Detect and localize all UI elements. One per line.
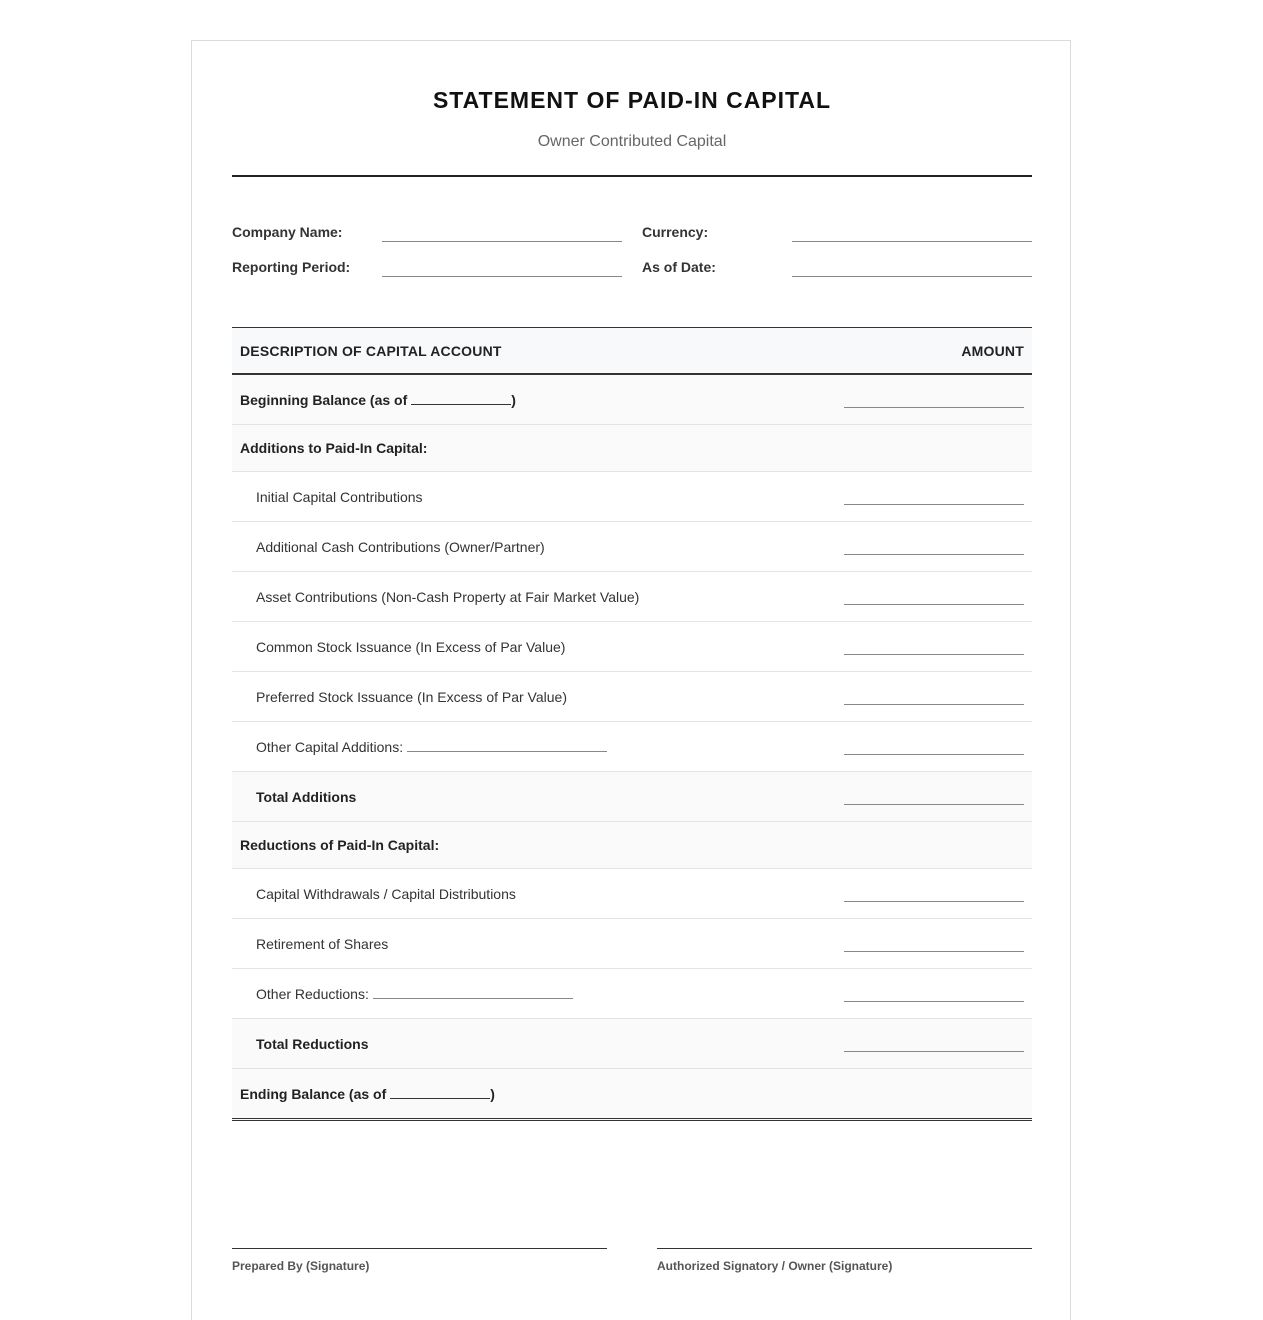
column-header-amount: AMOUNT: [836, 328, 1032, 375]
total-additions-amount-cell: [836, 772, 1032, 822]
reductions-header: Reductions of Paid-In Capital:: [232, 822, 836, 869]
asset-contributions-amount-field[interactable]: [844, 594, 1024, 605]
table-row-total-additions: [232, 772, 1032, 822]
ending-date-field[interactable]: [390, 1088, 490, 1099]
initial-contributions-label: Initial Capital Contributions: [232, 472, 836, 522]
table-row-other-reductions: [232, 969, 1032, 1019]
ending-balance-cell: [232, 1069, 836, 1120]
other-reductions-label: Other Reductions:: [256, 985, 369, 1002]
additional-cash-label: Additional Cash Contributions (Owner/Partner): [232, 522, 836, 572]
other-additions-cell: [232, 722, 836, 772]
withdrawals-label: Capital Withdrawals / Capital Distributions: [232, 869, 836, 919]
beginning-balance-suffix: ): [511, 391, 516, 408]
other-reductions-cell: [232, 969, 836, 1019]
total-reductions-amount-cell: [836, 1019, 1032, 1069]
other-additions-label: Other Capital Additions:: [256, 738, 404, 755]
prepared-by-signature-line[interactable]: [232, 1248, 607, 1249]
total-reductions-amount-field[interactable]: [844, 1041, 1024, 1052]
as-of-date-field[interactable]: [792, 276, 1032, 277]
other-additions-description-field[interactable]: [407, 741, 607, 752]
preferred-stock-label: Preferred Stock Issuance (In Excess of Par Value): [232, 672, 836, 722]
other-reductions-amount-cell: [836, 969, 1032, 1019]
withdrawals-amount-cell: [836, 869, 1032, 919]
capital-table: [232, 327, 1032, 1121]
additions-header-amount-cell: [836, 425, 1032, 472]
beginning-balance-amount-cell: [836, 374, 1032, 425]
table-row-beginning-balance: [232, 374, 1032, 425]
table-row-withdrawals: [232, 869, 1032, 919]
reporting-period-label: Reporting Period:: [232, 259, 351, 275]
additions-header: Additions to Paid-In Capital:: [232, 425, 836, 472]
document-title: STATEMENT OF PAID-IN CAPITAL: [432, 87, 832, 113]
company-name-field[interactable]: [382, 241, 622, 242]
table-row-additions-header: [232, 425, 1032, 472]
table-header-row: [232, 328, 1032, 375]
beginning-balance-cell: [232, 374, 836, 425]
retirement-label: Retirement of Shares: [232, 919, 836, 969]
as-of-date-label: As of Date:: [642, 259, 716, 275]
common-stock-amount-cell: [836, 622, 1032, 672]
reporting-period-field[interactable]: [382, 276, 622, 277]
common-stock-label: Common Stock Issuance (In Excess of Par Value): [232, 622, 836, 672]
other-additions-amount-cell: [836, 722, 1032, 772]
table-row-preferred-stock: [232, 672, 1032, 722]
withdrawals-amount-field[interactable]: [844, 891, 1024, 902]
prepared-by-label: Prepared By (Signature): [232, 1259, 370, 1273]
preferred-stock-amount-cell: [836, 672, 1032, 722]
retirement-amount-cell: [836, 919, 1032, 969]
additional-cash-amount-field[interactable]: [844, 544, 1024, 555]
currency-label: Currency:: [642, 224, 709, 240]
beginning-balance-label: Beginning Balance (as of: [240, 391, 408, 408]
preferred-stock-amount-field[interactable]: [844, 694, 1024, 705]
title-divider: [232, 175, 1032, 177]
ending-balance-suffix: ): [490, 1085, 495, 1102]
beginning-date-field[interactable]: [411, 394, 511, 405]
table-row-retirement: [232, 919, 1032, 969]
table-row-initial-contributions: [232, 472, 1032, 522]
ending-balance-amount-cell: [836, 1069, 1032, 1120]
retirement-amount-field[interactable]: [844, 941, 1024, 952]
authorized-signature-line[interactable]: [657, 1248, 1032, 1249]
authorized-signatory-label: Authorized Signatory / Owner (Signature): [657, 1259, 893, 1273]
other-additions-amount-field[interactable]: [844, 744, 1024, 755]
document-subtitle: Owner Contributed Capital: [537, 133, 727, 150]
table-row-common-stock: [232, 622, 1032, 672]
ending-balance-label: Ending Balance (as of: [240, 1085, 387, 1102]
table-row-ending-balance: [232, 1069, 1032, 1120]
currency-field[interactable]: [792, 241, 1032, 242]
asset-contributions-label: Asset Contributions (Non-Cash Property at Fair Market Value): [232, 572, 836, 622]
other-reductions-description-field[interactable]: [373, 988, 573, 999]
asset-contributions-amount-cell: [836, 572, 1032, 622]
table-row-reductions-header: [232, 822, 1032, 869]
beginning-balance-amount-field[interactable]: [844, 397, 1024, 408]
total-reductions-label: Total Reductions: [232, 1019, 836, 1069]
table-row-additional-cash: [232, 522, 1032, 572]
initial-contributions-amount-cell: [836, 472, 1032, 522]
additional-cash-amount-cell: [836, 522, 1032, 572]
total-additions-amount-field[interactable]: [844, 794, 1024, 805]
reductions-header-amount-cell: [836, 822, 1032, 869]
column-header-description: DESCRIPTION OF CAPITAL ACCOUNT: [232, 328, 836, 375]
table-row-total-reductions: [232, 1019, 1032, 1069]
initial-contributions-amount-field[interactable]: [844, 494, 1024, 505]
company-name-label: Company Name:: [232, 224, 343, 240]
document-page: [191, 40, 1071, 1320]
common-stock-amount-field[interactable]: [844, 644, 1024, 655]
total-additions-label: Total Additions: [232, 772, 836, 822]
other-reductions-amount-field[interactable]: [844, 991, 1024, 1002]
table-row-asset-contributions: [232, 572, 1032, 622]
table-row-other-additions: [232, 722, 1032, 772]
